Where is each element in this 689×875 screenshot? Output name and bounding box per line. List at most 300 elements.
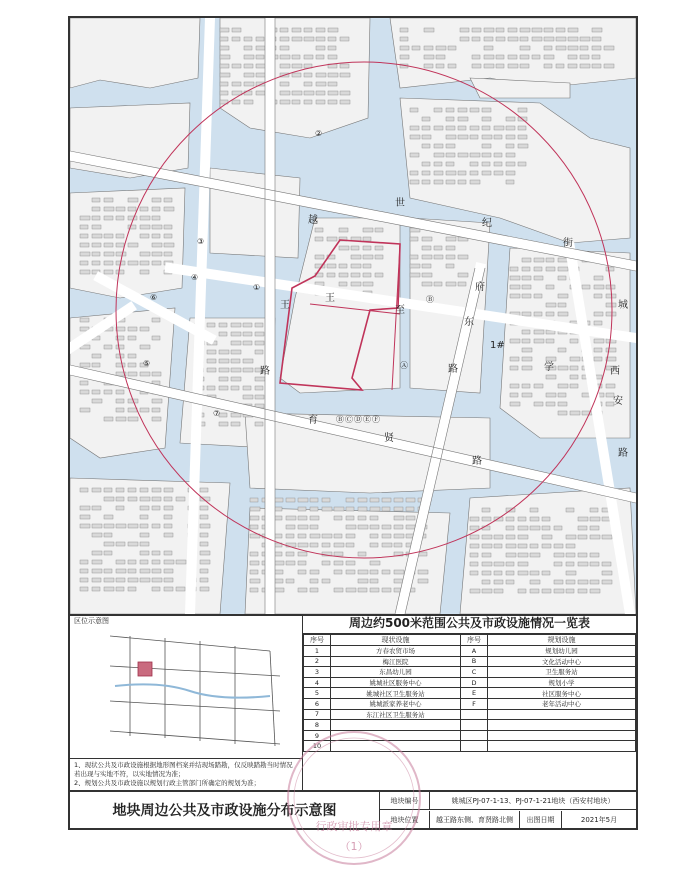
building [470, 108, 479, 112]
building [522, 285, 531, 289]
building [128, 354, 136, 358]
building [458, 135, 468, 139]
table-row [304, 677, 636, 688]
building [510, 294, 520, 298]
cell-existing-facility [331, 720, 461, 731]
building [152, 336, 160, 340]
building [520, 64, 529, 68]
marker-existing-1[interactable]: ① [253, 283, 261, 292]
building [164, 506, 173, 510]
building [80, 234, 88, 238]
building [578, 589, 587, 593]
building [327, 237, 337, 241]
table-row [304, 667, 636, 678]
building [340, 64, 349, 68]
table-row [304, 741, 636, 752]
building [382, 498, 391, 502]
building [104, 497, 114, 501]
building [472, 64, 481, 68]
building [532, 55, 540, 59]
building [334, 543, 344, 547]
building [602, 562, 611, 566]
building [280, 37, 289, 41]
marker-existing-2[interactable]: ② [315, 129, 323, 138]
building [542, 526, 550, 530]
site-map [70, 18, 636, 616]
building [494, 544, 502, 548]
building [566, 562, 574, 566]
cell-existing-facility: 东昌幼儿园 [331, 667, 461, 678]
building [410, 153, 419, 157]
building [116, 408, 124, 412]
label-plot-no: 地块编号 [380, 792, 430, 810]
building [140, 578, 150, 582]
building [346, 507, 354, 511]
building [470, 553, 478, 557]
building [522, 384, 530, 388]
building [406, 525, 415, 529]
building [116, 542, 125, 546]
building [358, 507, 367, 511]
road-label-chenghuang-2: 西 [610, 366, 620, 377]
building [128, 243, 138, 247]
road-label-shiji-2: 纪 [482, 218, 492, 229]
building [328, 37, 336, 41]
building [546, 285, 554, 289]
marker-planned-D[interactable]: Ⓓ [354, 415, 362, 424]
label-issue-date: 出图日期 [520, 811, 562, 829]
label-plot-location: 地块位置 [380, 811, 430, 829]
cell-existing-facility [331, 741, 461, 752]
building [92, 506, 101, 510]
building [255, 386, 263, 390]
building [310, 498, 318, 502]
building [232, 100, 240, 104]
building [322, 543, 330, 547]
building [140, 506, 149, 510]
building [286, 534, 294, 538]
cell-planned-facility: 社区服务中心 [488, 688, 636, 699]
building [128, 327, 137, 331]
building [92, 551, 102, 555]
building [256, 73, 266, 77]
marker-planned-B[interactable]: Ⓑ [426, 295, 434, 304]
building [92, 216, 100, 220]
building [510, 276, 520, 280]
building [152, 497, 161, 501]
building [140, 497, 150, 501]
building [534, 402, 543, 406]
building [544, 46, 552, 50]
building [592, 46, 601, 50]
building [334, 552, 343, 556]
building [220, 37, 228, 41]
building [370, 498, 379, 502]
building [116, 488, 124, 492]
building [518, 562, 528, 566]
building [422, 273, 432, 277]
building [292, 64, 302, 68]
building [422, 237, 432, 241]
cell-planned-facility: 规划幼儿园 [488, 646, 636, 657]
marker-planned-E[interactable]: Ⓔ [363, 415, 371, 424]
cell-no-existing: 8 [304, 720, 331, 731]
building [410, 264, 420, 268]
building [164, 243, 174, 247]
building [460, 28, 469, 32]
building [602, 571, 612, 575]
building [340, 73, 350, 77]
facility-table [303, 634, 636, 752]
building [506, 180, 514, 184]
building [128, 569, 136, 573]
building [80, 524, 90, 528]
marker-existing-6[interactable]: ⑥ [150, 293, 158, 302]
building [255, 341, 264, 345]
facility-table-panel [303, 614, 636, 790]
note-1: 1、现状公共及市政设施根据地形图档案并结现场踏勘，仅反映踏勘当时情况 [74, 761, 293, 769]
cell-no-planned: C [461, 667, 488, 678]
building [128, 542, 138, 546]
building [446, 135, 456, 139]
building [570, 375, 578, 379]
note-2: 2、规划公共及市政设施以规划行政主管部门所确定的规划为准； [74, 779, 261, 787]
building [446, 144, 455, 148]
building [570, 366, 578, 370]
building [394, 570, 404, 574]
inset-map [70, 626, 301, 754]
building [231, 386, 239, 390]
building [594, 312, 603, 316]
building [231, 422, 240, 426]
building [554, 544, 563, 548]
building [219, 386, 228, 390]
building [482, 508, 490, 512]
building [590, 562, 599, 566]
building [140, 569, 150, 573]
building [92, 363, 100, 367]
building [484, 64, 494, 68]
building [80, 318, 89, 322]
table-row [304, 688, 636, 699]
building [590, 589, 600, 593]
building [568, 37, 578, 41]
building [496, 64, 504, 68]
building [382, 534, 391, 538]
building [322, 507, 332, 511]
building [140, 488, 148, 492]
building [518, 108, 527, 112]
building [494, 562, 504, 566]
building [116, 270, 124, 274]
building [363, 264, 371, 268]
building [80, 363, 90, 367]
building [152, 399, 162, 403]
building [570, 411, 580, 415]
building [140, 515, 148, 519]
building [578, 580, 588, 584]
building [304, 100, 312, 104]
cell-no-existing: 4 [304, 677, 331, 688]
building [375, 228, 383, 232]
building [370, 561, 380, 565]
building [400, 28, 408, 32]
cell-existing-facility: 梅江医院 [331, 656, 461, 667]
building [482, 153, 491, 157]
building [92, 198, 100, 202]
building [128, 363, 136, 367]
building [334, 570, 342, 574]
building [470, 180, 480, 184]
inset-title: 区位示意图 [74, 617, 109, 625]
building [164, 587, 173, 591]
building [164, 497, 172, 501]
building [410, 108, 418, 112]
value-plot-location: 越王路东侧、育贤路北侧 [430, 811, 520, 829]
building [510, 366, 518, 370]
building [506, 553, 516, 557]
marker-planned-C[interactable]: Ⓒ [345, 415, 353, 424]
cell-no-planned [461, 720, 488, 731]
building [522, 258, 531, 262]
building [570, 339, 578, 343]
building [506, 153, 515, 157]
building [328, 46, 336, 50]
building [544, 37, 554, 41]
building [375, 255, 383, 259]
building [458, 117, 468, 121]
building [104, 207, 114, 211]
building [152, 243, 162, 247]
location-inset [70, 614, 303, 758]
header-no-planned: 序号 [461, 635, 488, 646]
building [104, 417, 113, 421]
building [568, 55, 577, 59]
building [554, 589, 564, 593]
building [244, 55, 254, 59]
building [328, 28, 338, 32]
building [434, 153, 444, 157]
building [530, 580, 540, 584]
building [494, 171, 503, 175]
marker-existing-4[interactable]: ④ [191, 273, 199, 282]
building [358, 570, 368, 574]
building [116, 252, 126, 256]
road-label-wangzhi-2: 至 [395, 305, 405, 316]
building [554, 580, 563, 584]
building [530, 544, 538, 548]
building [152, 488, 161, 492]
building [602, 535, 612, 539]
building [472, 55, 480, 59]
building [554, 562, 562, 566]
building [104, 533, 112, 537]
building [280, 100, 290, 104]
cell-planned-facility: 规划小学 [488, 677, 636, 688]
building [542, 589, 551, 593]
building [592, 28, 602, 32]
building [506, 162, 515, 166]
building [164, 533, 173, 537]
marker-existing-7[interactable]: ⑦ [213, 409, 221, 418]
cell-no-existing: 10 [304, 741, 331, 752]
building [534, 312, 542, 316]
building [522, 267, 530, 271]
building [363, 246, 371, 250]
building [406, 516, 415, 520]
building [140, 533, 149, 537]
building [232, 37, 240, 41]
building [140, 524, 148, 528]
building [556, 28, 565, 32]
building [406, 507, 414, 511]
building [286, 525, 295, 529]
building [434, 162, 442, 166]
building [424, 28, 434, 32]
building [219, 377, 228, 381]
building [558, 384, 568, 388]
building [382, 507, 390, 511]
building [534, 339, 544, 343]
building [358, 552, 366, 556]
building [484, 37, 493, 41]
building [231, 341, 241, 345]
marker-existing-5[interactable]: ⑤ [143, 359, 151, 368]
building [592, 64, 601, 68]
building [558, 267, 568, 271]
building [590, 553, 599, 557]
building [394, 534, 404, 538]
building [606, 312, 616, 316]
cell-no-existing: 9 [304, 730, 331, 741]
building [594, 321, 602, 325]
building [243, 323, 252, 327]
building [286, 498, 295, 502]
building [458, 108, 467, 112]
building [422, 144, 430, 148]
building [518, 135, 527, 139]
building [506, 117, 515, 121]
building [370, 534, 378, 538]
cell-no-planned: F [461, 698, 488, 709]
building [80, 587, 88, 591]
building [315, 237, 323, 241]
building [92, 207, 100, 211]
building [292, 28, 301, 32]
building [92, 225, 101, 229]
building [546, 339, 554, 343]
building [232, 28, 241, 32]
building [458, 126, 466, 130]
building [351, 273, 360, 277]
building [566, 508, 574, 512]
building [522, 339, 530, 343]
marker-existing-3[interactable]: ③ [197, 237, 205, 246]
building [152, 234, 160, 238]
building [518, 162, 526, 166]
road-label-fudong-2: 东 [464, 317, 474, 328]
building [358, 525, 368, 529]
building [578, 535, 587, 539]
building [458, 282, 466, 286]
building [382, 525, 391, 529]
building [494, 571, 502, 575]
building [422, 246, 431, 250]
building [470, 171, 478, 175]
road-label-shiji-1: 世 [395, 198, 405, 209]
building [140, 327, 149, 331]
building [510, 285, 520, 289]
road-label-yuxian-2: 贤 [384, 433, 394, 444]
building [250, 516, 259, 520]
building [370, 507, 380, 511]
building [164, 515, 172, 519]
building [128, 497, 137, 501]
marker-planned-A[interactable]: Ⓐ [400, 361, 408, 370]
building [470, 535, 479, 539]
building [530, 526, 540, 530]
building [116, 506, 124, 510]
table-row [304, 720, 636, 731]
building [482, 553, 491, 557]
building [394, 507, 403, 511]
building [534, 384, 543, 388]
building [80, 506, 90, 510]
building [518, 126, 526, 130]
building [104, 243, 113, 247]
building [542, 517, 550, 521]
building [207, 350, 216, 354]
building [400, 55, 409, 59]
building [92, 578, 101, 582]
building [104, 234, 113, 238]
building [231, 332, 241, 336]
building [558, 402, 567, 406]
building [140, 270, 149, 274]
building [530, 508, 538, 512]
building [92, 354, 101, 358]
building [327, 273, 335, 277]
table-row [304, 698, 636, 709]
building [176, 497, 185, 501]
building [351, 264, 361, 268]
building [152, 252, 162, 256]
building [116, 345, 124, 349]
marker-planned-B2[interactable]: Ⓑ [336, 415, 344, 424]
building [220, 73, 230, 77]
building [506, 562, 514, 566]
road-label-fudong-1: 府 [475, 282, 485, 293]
building [494, 126, 504, 130]
building [346, 570, 355, 574]
building [231, 377, 241, 381]
building [200, 542, 208, 546]
building [522, 276, 531, 280]
building [482, 144, 491, 148]
building [152, 198, 161, 202]
building [250, 561, 259, 565]
building [286, 516, 296, 520]
marker-planned-F[interactable]: Ⓕ [372, 415, 380, 424]
building [382, 543, 392, 547]
building [164, 524, 172, 528]
building [304, 91, 314, 95]
building [340, 91, 350, 95]
building [482, 117, 491, 121]
building [292, 55, 300, 59]
building [250, 579, 260, 583]
building [506, 535, 515, 539]
